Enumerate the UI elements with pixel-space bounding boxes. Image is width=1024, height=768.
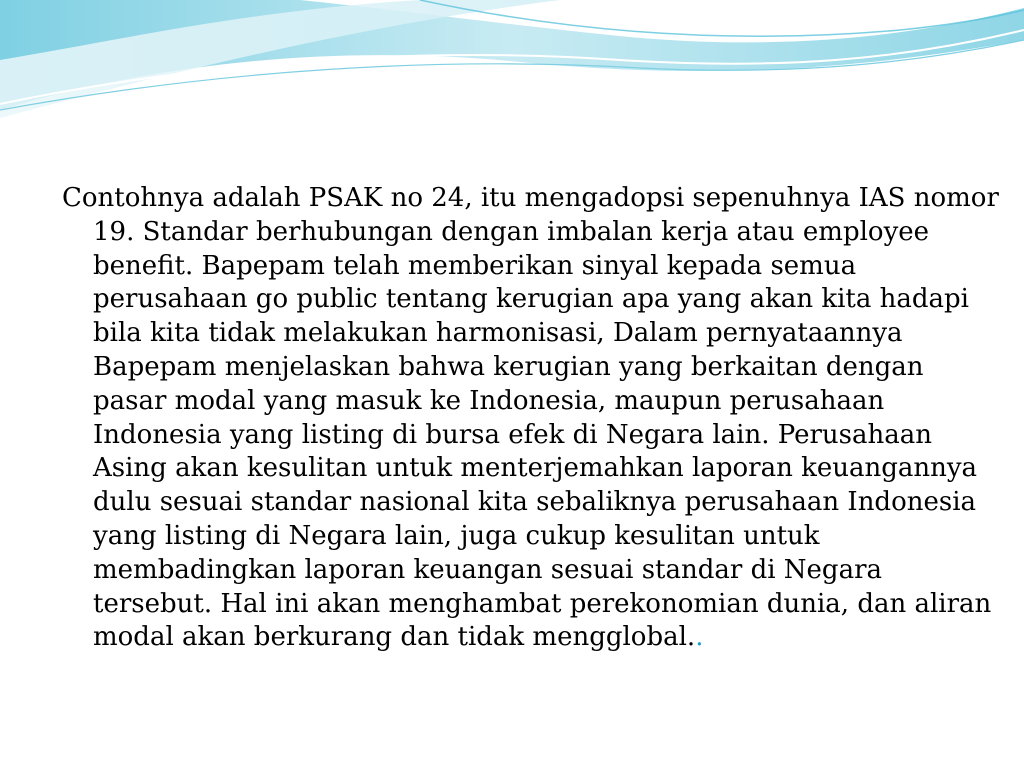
wave-header-decoration (0, 0, 1024, 130)
accent-period: . (695, 622, 704, 653)
body-paragraph-text: Contohnya adalah PSAK no 24, itu mengadopsi sepenuhnya IAS nomor 19. Standar berhubungan dengan imbalan kerja atau employee benefit. Bapepam telah memberikan sinyal kepada semua perusahaan go public tentang kerugian apa yang akan kita hadapi bila kita tidak melakukan harmonisasi, Dalam pernyataannya Bapepam menjelaskan bahwa kerugian yang berkaitan dengan pasar modal yang masuk ke Indonesia, maupun perusahaan Indonesia yang listing di bursa efek di Negara lain. Perusahaan Asing akan kesulitan untuk menterjemahkan laporan keuangannya dulu sesuai standar nasional kita sebaliknya perusahaan Indonesia yang listing di Negara lain, juga cukup kesulitan untuk membadingkan laporan keuangan sesuai standar di Negara tersebut. Hal ini akan menghambat perekonomian dunia, dan aliran modal akan berkurang dan tidak mengglobal. (62, 183, 999, 653)
body-paragraph (62, 182, 1003, 655)
